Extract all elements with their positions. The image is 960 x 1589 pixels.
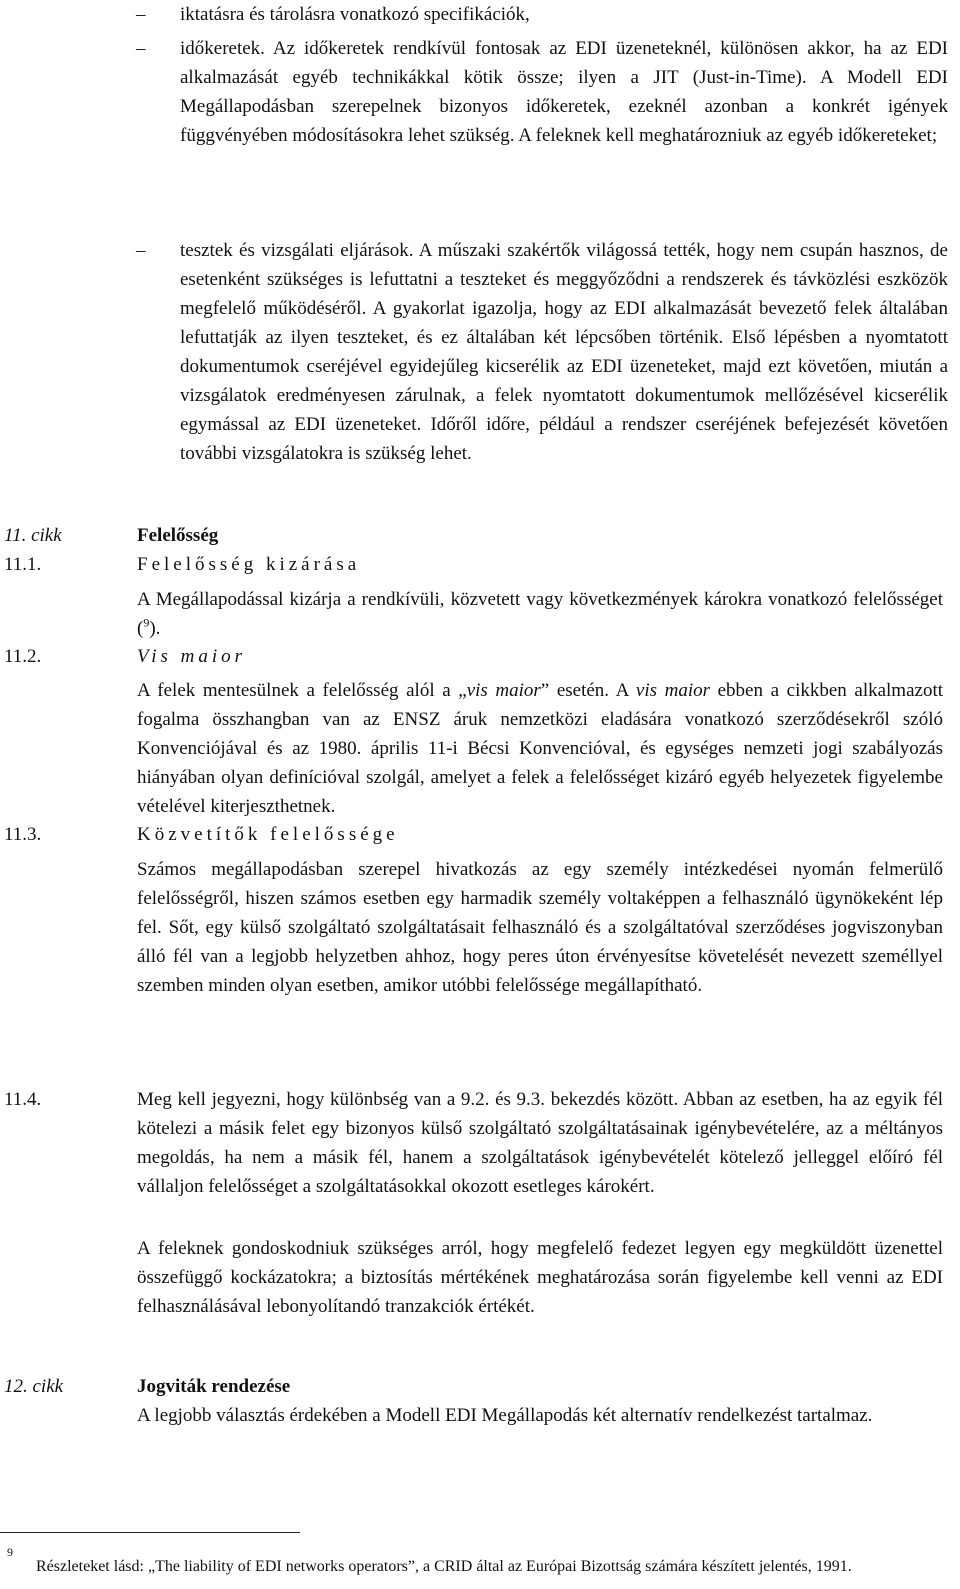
bullet-dash: – — [136, 38, 146, 59]
article-title: Jogviták rendezése — [137, 1376, 291, 1397]
section-title: Vis maior — [137, 646, 247, 667]
list-item-text: időkeretek. Az időkeretek rendkívül fontosak az EDI üzeneteknél, különösen akkor, ha az EDI alkalmazását egyéb technikákkal kötik össze; ilyen a JIT (Just-in-Time). A Modell EDI Megállapodásban szerepelnek bizonyos időkeretek, ezeknél azonban a konkrét igények függvényében módosításokra lehet szükség. A feleknek kell meghatározniuk az egyéb időkereteket; — [180, 38, 948, 146]
list-item — [136, 34, 948, 150]
section-11-4-text-2: A feleknek gondoskodniuk szükséges arról, hogy megfelelő fedezet legyen egy megküldött üzenettel összefüggő kockázatokra; a biztosítás mértékének meghatározása során figyelembe kell venni az EDI felhasználásával lebonyolítandó tranzakciók értékét. — [137, 1238, 943, 1317]
section-11-3-text: Számos megállapodásban szerepel hivatkozás az egy személy intézkedései nyomán felmerülő felelősségről, hiszen számos esetben egy harmadik személy voltaképpen a felhasználó ügynökeként lép fel. Sőt, egy külső szolgáltató szolgáltatásait felhasználó és a szolgáltatóval szerződéses jogviszonyban álló fél van a legjobb helyzetben ahhoz, hogy peres úton érvényesítse követelését nevezett személlyel szemben minden olyan esetben, amikor utóbbi felelőssége megállapítható. — [137, 859, 943, 996]
bullet-dash: – — [136, 240, 146, 261]
footnote-divider — [0, 1532, 300, 1533]
section-number: 11.4. — [4, 1089, 42, 1110]
article-title: Felelősség — [137, 525, 219, 546]
section-11-4-text: Meg kell jegyezni, hogy különbség van a 9.2. és 9.3. bekezdés között. Abban az esetben, ha az egyik fél kötelezi a másik felet egy bizonyos külső szolgáltató szolgáltatásainak igénybevételére, az a méltányos megoldás, ha nem a másik fél, hanem a szolgáltatások igénybevételét kötelező jelleggel előíró fél vállaljon felelősséget a szolgáltatásokkal okozott esetleges károkért. — [137, 1089, 943, 1197]
footnote-number: 9 — [7, 1545, 13, 1559]
bullet-dash: – — [136, 4, 146, 25]
section-title: Közvetítők felelőssége — [137, 824, 399, 845]
list-item-text: tesztek és vizsgálati eljárások. A műszaki szakértők világossá tették, hogy nem csupán hasznos, de esetenként szükséges is lefuttatni a teszteket és meggyőződni a rendszerek és távközlési eszközök megfelelő működéséről. A gyakorlat igazolja, hogy az EDI alkalmazását bevezető felek általában lefuttatják az ilyen teszteket, és ez általában két lépcsőben történik. Első lépésben a nyomtatott dokumentumok cseréjével egyidejűleg kicserélik az EDI üzeneteket, majd ezt követően, miután a vizsgálatok eredményesen zárulnak, a felek nyomtatott dokumentumok mellőzésével kicserélik egymással az EDI üzeneteket. Időről időre, például a rendszer cseréjének befejezését követően további vizsgálatokra is szükség lehet. — [180, 240, 948, 464]
footnote-reference[interactable]: 9 — [143, 615, 150, 630]
section-11-2-text: A felek mentesülnek a felelősség alól a „vis maior” esetén. A vis maior ebben a cikkben alkalmazott fogalma összhangban van az ENSZ áruk nemzetközi eladására vonatkozó szerződésekről szóló Konvenciójával és az 1980. április 11-i Bécsi Konvencióval, és egységes nemzeti jogi szabályozás hiányában olyan definícióval szolgál, amelyet a felek a felelősséget kizáró egyéb helyezetek figyelembe vételével kiterjeszthetnek. — [137, 680, 944, 817]
list-item — [136, 236, 948, 468]
section-title: Felelősség kizárása — [137, 554, 361, 575]
section-11-1-text: A Megállapodással kizárja a rendkívüli, közvetett vagy következmények károkra vonatkozó felelősséget ($^9$). — [137, 589, 943, 639]
article-number: 12. cikk — [4, 1376, 64, 1397]
footnote-text: Részleteket lásd: „The liability of EDI networks operators”, a CRID által az Európai Bizottság számára készített jelentés, 1991. — [36, 1558, 852, 1575]
section-number: 11.3. — [4, 824, 42, 845]
article-number: 11. cikk — [4, 525, 62, 546]
list-item-text: iktatásra és tárolásra vonatkozó specifikációk, — [180, 4, 530, 25]
article-12-text: A legjobb választás érdekében a Modell EDI Megállapodás két alternatív rendelkezést tartalmaz. — [137, 1405, 873, 1426]
list-item — [136, 0, 948, 29]
section-number: 11.1. — [4, 554, 42, 575]
section-number: 11.2. — [4, 646, 42, 667]
